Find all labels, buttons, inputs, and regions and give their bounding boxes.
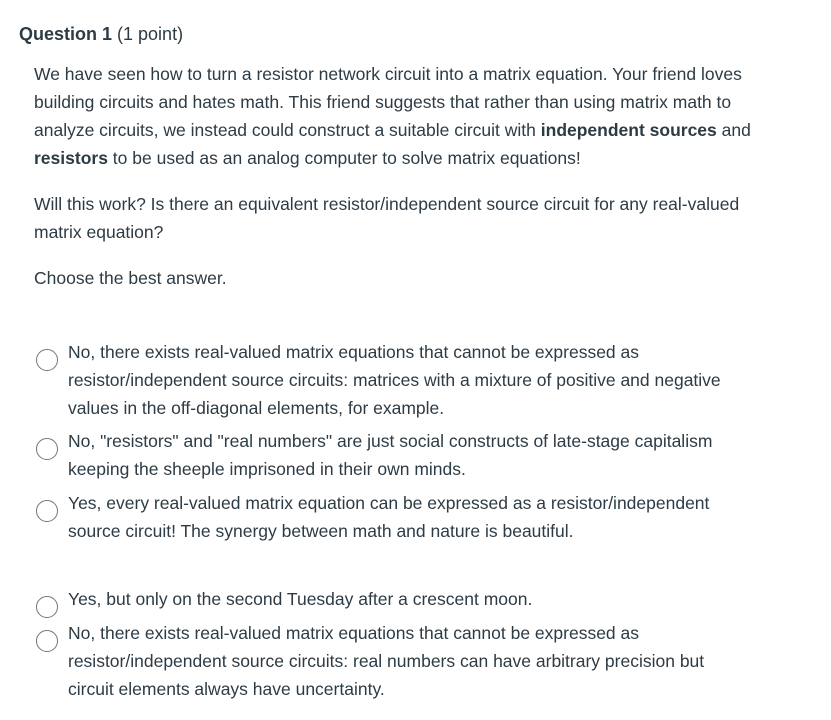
answer-choice-4[interactable] (34, 585, 754, 618)
paragraph-text: to be used as an analog computer to solve matrix equations! (107, 148, 581, 168)
answer-choice-label[interactable]: No, "resistors" and "real numbers" are just social constructs of late-stage capitalism keeping the sheeple imprisoned in their own minds. (68, 431, 713, 479)
question-header (19, 22, 183, 46)
paragraph-text: and (716, 120, 751, 140)
question-title: Question 1 (19, 24, 113, 44)
radio-button-2[interactable] (36, 438, 58, 460)
answer-prompt: Choose the best answer. (34, 268, 227, 288)
answer-choice-1[interactable] (34, 338, 754, 422)
answer-choice-label[interactable]: No, there exists real-valued matrix equations that cannot be expressed as resistor/independent source circuits: real numbers can have arbitrary precision but circuit elements always have uncertainty. (68, 623, 705, 699)
radio-button-5[interactable] (36, 630, 58, 652)
answer-choice-label[interactable]: No, there exists real-valued matrix equations that cannot be expressed as resistor/independent source circuits: matrices with a mixture of positive and negative values in the off-diagonal elements, for example. (68, 342, 721, 418)
radio-button-4[interactable] (36, 596, 58, 618)
question-points: (1 point) (117, 24, 184, 44)
answer-choice-3[interactable] (34, 489, 754, 545)
question-paragraph-2: Will this work? Is there an equivalent resistor/independent source circuit for any real-valued matrix equation? (34, 194, 740, 242)
question-body (34, 60, 754, 292)
radio-button-1[interactable] (36, 349, 58, 371)
answer-choice-2[interactable] (34, 427, 754, 483)
answer-choice-label[interactable]: Yes, every real-valued matrix equation can be expressed as a resistor/independent source circuit! The synergy between math and nature is beautiful. (68, 493, 710, 541)
radio-button-3[interactable] (36, 500, 58, 522)
bold-term-resistors: resistors (34, 148, 108, 168)
paragraph-text: We have seen how to turn a resistor network circuit into a matrix equation. Your friend loves building circuits and hates math. This friend suggests that rather than using matrix math to analyze circuits, we instead could construct a suitable circuit with (34, 64, 742, 140)
answer-choice-label[interactable]: Yes, but only on the second Tuesday after a crescent moon. (68, 589, 533, 609)
question-paragraph-1 (34, 60, 754, 172)
answer-choice-5[interactable] (34, 619, 754, 703)
bold-term-independent-sources: independent sources (540, 120, 717, 140)
